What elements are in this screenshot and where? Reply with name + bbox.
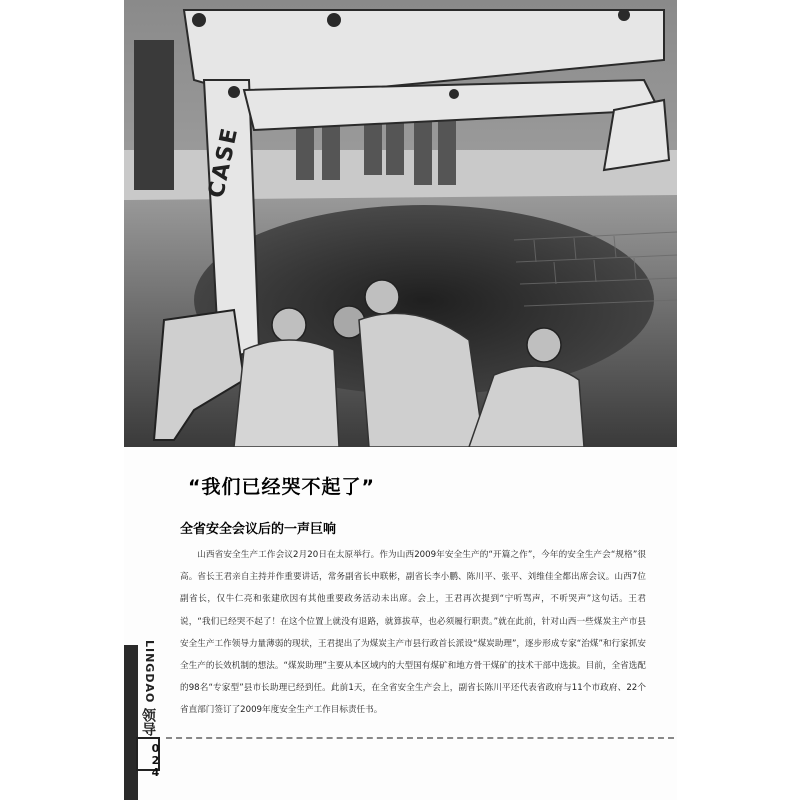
- excavator-brand-text: CASE: [204, 124, 244, 201]
- article-body: 山西省安全生产工作会议2月20日在太原举行。作为山西2009年安全生产的“开篇之作”，今年的安全生产会“规格”很高。省长王君亲自主持并作重要讲话，常务副省长申联彬，副省长李小鹏、陈川平、张平、刘维佳全都出席会议。山西7位副省长，仅牛仁亮和张建欣因有其他重要政务活动未出席。会上，王君再次提到“宁听骂声，不听哭声”这句话。王君说，“我们已经哭不起了！在这个位置上就没有退路，就算拔草，也必须履行职责。”就在此前，针对山西一些煤炭主产市县安全生产工作领导力量薄弱的现状，王君提出了为煤炭主产市县行政首长派设“煤炭助理”，逐步形成专家“治煤”和行家抓安全生产的长效机制的想法。“煤炭助理”主要从本区域内的大型国有煤矿和地方骨干煤矿的技术干部中选拔。目前，全省选配的98名“专家型”县市长助理已经到任。此前1天，在全省安全生产会上，副省长陈川平还代表省政府与11个市政府、22个省直部门签订了2009年度安全生产工作目标责任书。: [180, 550, 646, 716]
- magazine-logo: 领导: [140, 708, 156, 736]
- article-photo: [124, 0, 677, 447]
- page-number: 024: [149, 742, 162, 778]
- photo-illustration: [124, 0, 677, 447]
- article-subhead: 全省安全会议后的一声巨响: [180, 522, 337, 537]
- left-decorative-band: [124, 645, 138, 800]
- bottom-divider: [166, 737, 674, 739]
- article-headline: “我们已经哭不起了”: [188, 476, 375, 498]
- magazine-pinyin: LINGDAO: [143, 640, 156, 704]
